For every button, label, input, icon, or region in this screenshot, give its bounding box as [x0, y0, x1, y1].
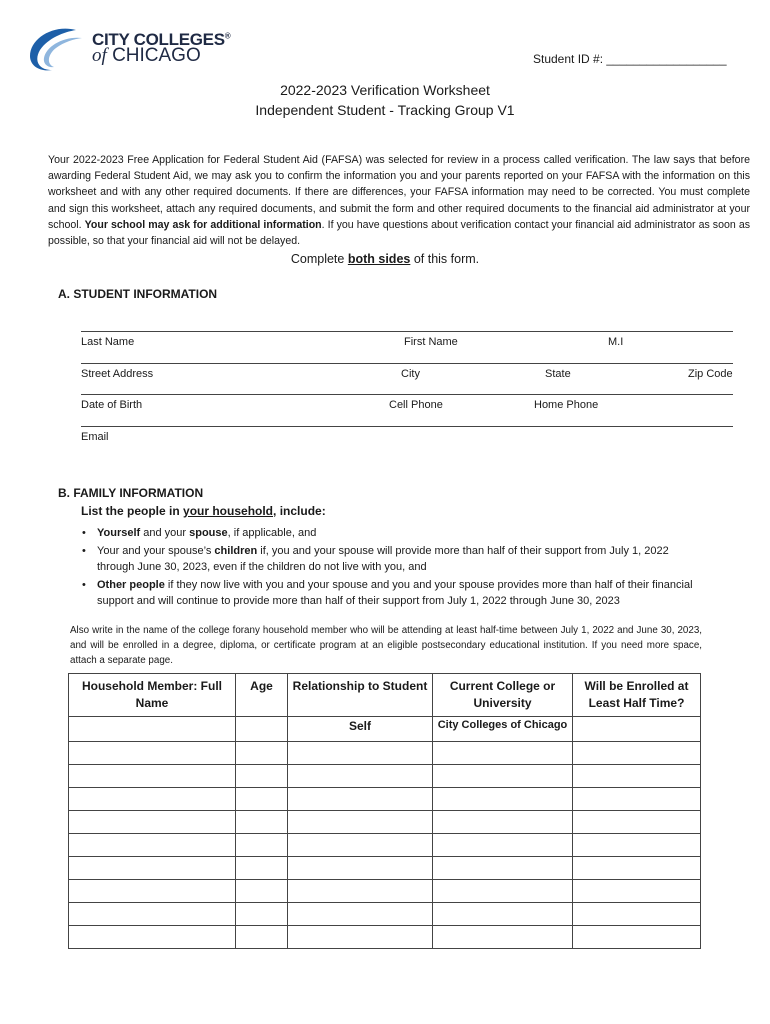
- date-of-birth-label: Date of Birth: [81, 399, 143, 411]
- half-time-cell[interactable]: [573, 765, 701, 788]
- street-address-label: Street Address: [81, 368, 154, 380]
- bullet-icon: •: [82, 579, 86, 591]
- college-cell[interactable]: City Colleges of Chicago: [433, 717, 573, 742]
- name-cell[interactable]: [69, 717, 236, 742]
- logo-text-city-colleges: CITY COLLEGES®: [92, 30, 231, 49]
- city-label: City: [401, 368, 420, 380]
- address-line[interactable]: [81, 363, 733, 364]
- col-header-age: Age: [236, 674, 288, 717]
- age-cell[interactable]: [236, 811, 288, 834]
- half-time-cell[interactable]: [573, 742, 701, 765]
- also-write-note: Also write in the name of the college forany household member who will be attending at least half-time between July 1, 2022 and June 30, 2023, and will be enrolled in a degree, diploma, or certificate program at an eligible postsecondary educational institution. If you need more space, attach a separate page.: [70, 625, 702, 666]
- age-cell[interactable]: [236, 765, 288, 788]
- table-row: [69, 765, 701, 788]
- college-cell[interactable]: [433, 788, 573, 811]
- email-label: Email: [81, 431, 109, 443]
- list-item: • Your and your spouse’s children if, you and your spouse will provide more than half of their support from July 1, 2022 through June 30, 2023, even if the children do not live with you, and: [82, 545, 669, 573]
- relationship-cell[interactable]: [288, 811, 433, 834]
- age-cell[interactable]: [236, 834, 288, 857]
- table-header-row: [69, 674, 701, 717]
- table-row: [69, 880, 701, 903]
- home-phone-label: Home Phone: [534, 399, 599, 411]
- name-cell[interactable]: [69, 811, 236, 834]
- first-name-label: First Name: [404, 336, 458, 348]
- college-cell[interactable]: [433, 857, 573, 880]
- logo-text-of-chicago: of CHICAGO: [92, 45, 201, 66]
- college-cell[interactable]: [433, 880, 573, 903]
- name-cell[interactable]: [69, 903, 236, 926]
- relationship-cell[interactable]: [288, 742, 433, 765]
- name-cell[interactable]: [69, 788, 236, 811]
- name-line[interactable]: [81, 331, 733, 332]
- name-cell[interactable]: [69, 834, 236, 857]
- bullet-icon: •: [82, 545, 86, 557]
- college-cell[interactable]: [433, 742, 573, 765]
- col-header-relationship: Relationship to Student: [288, 674, 433, 717]
- cell-phone-label: Cell Phone: [389, 399, 443, 411]
- household-members-table: [68, 673, 701, 949]
- state-label: State: [545, 368, 571, 380]
- relationship-cell[interactable]: [288, 834, 433, 857]
- relationship-cell[interactable]: [288, 903, 433, 926]
- table-row: [69, 926, 701, 949]
- table-row: [69, 717, 701, 742]
- half-time-cell[interactable]: [573, 903, 701, 926]
- half-time-cell[interactable]: [573, 857, 701, 880]
- col-header-college: Current College or University: [433, 674, 573, 717]
- relationship-cell[interactable]: Self: [288, 717, 433, 742]
- list-item: • Yourself and your spouse, if applicable, and: [82, 527, 317, 539]
- col-header-full-name: Household Member: Full Name: [69, 674, 236, 717]
- name-cell[interactable]: [69, 880, 236, 903]
- age-cell[interactable]: [236, 903, 288, 926]
- name-cell[interactable]: [69, 857, 236, 880]
- middle-initial-label: M.I: [608, 336, 624, 348]
- worksheet-subtitle: Independent Student - Tracking Group V1: [255, 102, 515, 118]
- age-cell[interactable]: [236, 742, 288, 765]
- zip-code-label: Zip Code: [688, 368, 733, 380]
- college-cell[interactable]: [433, 811, 573, 834]
- half-time-cell[interactable]: [573, 811, 701, 834]
- name-cell[interactable]: [69, 926, 236, 949]
- city-colleges-logo-swoosh: [24, 26, 88, 72]
- half-time-cell[interactable]: [573, 834, 701, 857]
- list-item: • Other people if they now live with you and your spouse and you and your spouse provides more than half of their financial support and will continue to provide more than half of their support from July 1, 2022 through June 30, 2023: [82, 579, 693, 607]
- table-row: [69, 788, 701, 811]
- relationship-cell[interactable]: [288, 880, 433, 903]
- table-row: [69, 742, 701, 765]
- name-cell[interactable]: [69, 742, 236, 765]
- relationship-cell[interactable]: [288, 765, 433, 788]
- bullet-icon: •: [82, 527, 86, 539]
- age-cell[interactable]: [236, 926, 288, 949]
- complete-both-sides-note: Complete both sides of this form.: [290, 252, 480, 266]
- age-cell[interactable]: [236, 857, 288, 880]
- section-b-heading: B. FAMILY INFORMATION: [58, 486, 204, 500]
- table-row: [69, 811, 701, 834]
- student-id-field[interactable]: Student ID #: __________________: [533, 52, 727, 66]
- table-row: [69, 857, 701, 880]
- household-instruction: List the people in your household, include:: [81, 504, 326, 518]
- intro-paragraph: Your 2022-2023 Free Application for Federal Student Aid (FAFSA) was selected for review in a process called verification. The law says that before awarding Federal Student Aid, we may ask you to confirm the information you and your parents reported on your FAFSA with the information on this worksheet and with any other required documents. If there are differences, your FAFSA information may need to be corrected. You must complete and sign this worksheet, attach any required documents, and submit the form and other required documents to the financial aid administrator at your school. Your school may ask for additional information. If you have questions about verification contact your financial aid administrator as soon as possible, so that your financial aid will not be delayed.: [48, 154, 751, 248]
- half-time-cell[interactable]: [573, 926, 701, 949]
- half-time-cell[interactable]: [573, 717, 701, 742]
- relationship-cell[interactable]: [288, 857, 433, 880]
- dob-phone-line[interactable]: [81, 394, 733, 395]
- age-cell[interactable]: [236, 717, 288, 742]
- table-row: [69, 903, 701, 926]
- age-cell[interactable]: [236, 880, 288, 903]
- half-time-cell[interactable]: [573, 788, 701, 811]
- name-cell[interactable]: [69, 765, 236, 788]
- last-name-label: Last Name: [81, 336, 135, 348]
- relationship-cell[interactable]: [288, 926, 433, 949]
- table-row: [69, 834, 701, 857]
- col-header-half-time: Will be Enrolled at Least Half Time?: [573, 674, 701, 717]
- worksheet-title: 2022-2023 Verification Worksheet: [280, 82, 490, 98]
- email-line[interactable]: [81, 426, 733, 427]
- college-cell[interactable]: [433, 926, 573, 949]
- college-cell[interactable]: [433, 765, 573, 788]
- relationship-cell[interactable]: [288, 788, 433, 811]
- college-cell[interactable]: [433, 903, 573, 926]
- half-time-cell[interactable]: [573, 880, 701, 903]
- age-cell[interactable]: [236, 788, 288, 811]
- household-criteria-list: [81, 525, 701, 611]
- college-cell[interactable]: [433, 834, 573, 857]
- section-a-heading: A. STUDENT INFORMATION: [58, 287, 218, 301]
